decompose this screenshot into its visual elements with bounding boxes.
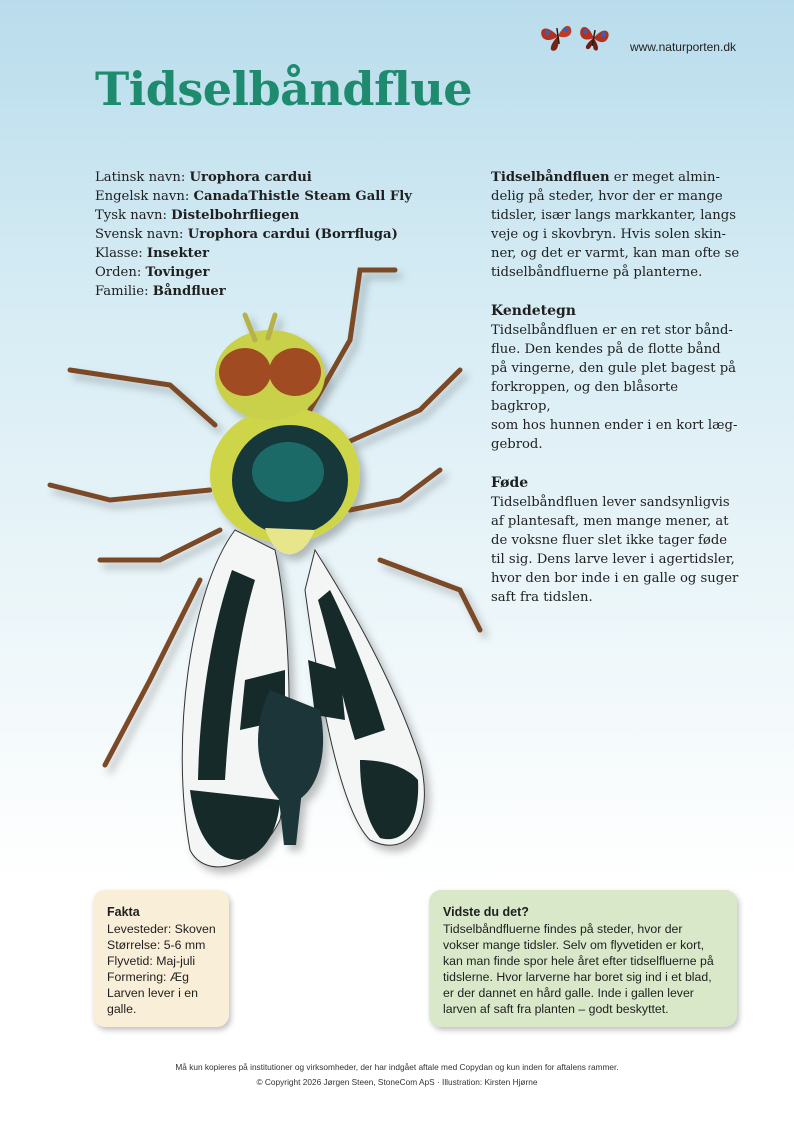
fact-value: Tovinger (145, 265, 210, 280)
fact-label: Tysk navn: (95, 208, 167, 223)
fakta-line: Flyvetid: Maj-juli (107, 954, 196, 968)
footer-copyright: © Copyright 2026 Jørgen Steen, StoneCom ApS · Illustration: Kirsten Hjørne (256, 1077, 538, 1087)
vidste-text: Tidselbåndfluerne findes på steder, hvor der vokser mange tidsler. Selv om flyvetiden er kort, kan man finde spor hele året efter tidselfluerne på tidslerne. Hvor larverne har boret sig ind i et blad, er der dannet en hård galle. Inde i gallen lever larven af saft fra planten – godt beskyttet. (443, 922, 714, 1016)
intro-lead: Tidselbåndfluen (491, 170, 610, 185)
fact-row (95, 206, 412, 225)
fact-label: Familie: (95, 284, 149, 299)
footer-license: Må kun kopieres på institutioner og virksomheder, der har indgået aftale med Copydan og kun inden for aftalens rammer. (175, 1062, 619, 1072)
fact-value: Insekter (146, 246, 210, 261)
fly-illustration (40, 260, 500, 880)
vidste-du-det-box (429, 890, 737, 1027)
fact-row (95, 187, 412, 206)
fact-label: Engelsk navn: (95, 189, 190, 204)
footer (0, 1060, 794, 1090)
fact-label: Orden: (95, 265, 142, 280)
fact-value: CanadaThistle Steam Gall Fly (193, 189, 412, 204)
section-heading-kendetegn: Kendetegn (491, 303, 576, 319)
fakta-line: galle. (107, 1002, 137, 1016)
vidste-heading: Vidste du det? (443, 905, 529, 919)
fact-row (95, 225, 412, 244)
fakta-heading: Fakta (107, 905, 140, 919)
fact-label: Klasse: (95, 246, 143, 261)
fact-label: Latinsk navn: (95, 170, 186, 185)
kendetegn-paragraph: Tidselbåndfluen er en ret stor bånd- flue. Den kendes på de flotte bånd på vingerne, den gule plet bagest på forkroppen, og den blåsorte bagkrop, som hos hunnen ender i en kort læg- gebrod. (491, 323, 738, 452)
foede-paragraph: Tidselbåndfluen lever sandsynligvis af plantesaft, men mange mener, at de voksne fluer slet ikke tager føde til sig. Dens larve lever i agertidsler, hvor den bor inde i en galle og suger saft fra tidslen. (491, 495, 739, 605)
butterfly-icon (538, 18, 618, 54)
fact-row (95, 168, 412, 187)
fact-value: Urophora cardui (189, 170, 312, 185)
fact-value: Distelbohrfliegen (171, 208, 300, 223)
website-url[interactable]: www.naturporten.dk (629, 40, 736, 54)
fakta-line: Larven lever i en (107, 986, 198, 1000)
page-title: Tidselbåndflue (95, 62, 473, 116)
fact-value: Båndfluer (152, 284, 226, 299)
fact-value: Urophora cardui (Borrfluga) (187, 227, 398, 242)
fakta-line: Størrelse: 5-6 mm (107, 938, 206, 952)
section-heading-foede: Føde (491, 475, 529, 491)
fact-label: Svensk navn: (95, 227, 184, 242)
fakta-line: Levesteder: Skoven (107, 922, 216, 936)
fakta-line: Formering: Æg (107, 970, 190, 984)
fakta-box (93, 890, 229, 1027)
intro-paragraph: Tidselbåndfluen er meget almin- delig på steder, hvor der er mange tidsler, især langs markkanter, langs veje og i skovbryn. Hvis solen skin- ner, og det er varmt, kan man ofte se tidselbåndfluerne på planterne. (491, 170, 740, 280)
description-column (491, 168, 741, 607)
